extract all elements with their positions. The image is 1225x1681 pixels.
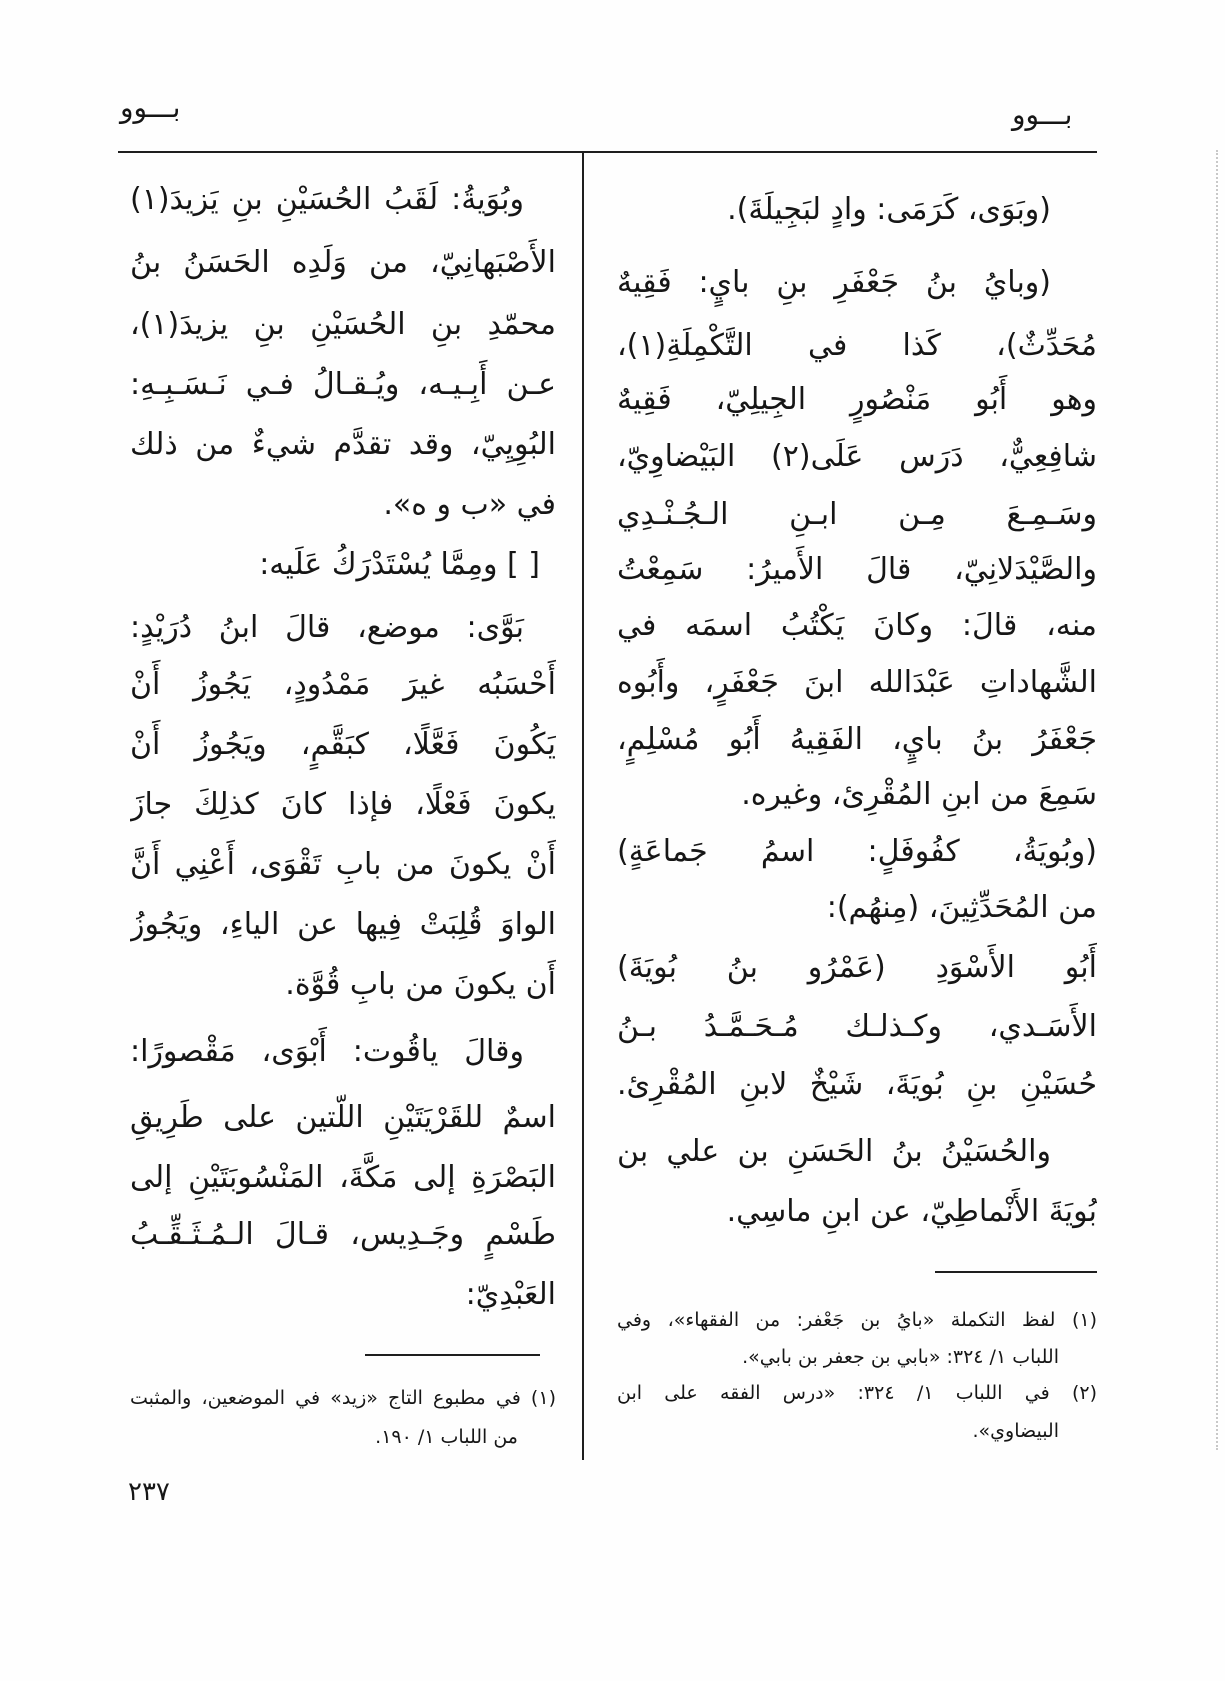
footnote-line: من اللباب ١/ ١٩٠. [375, 1426, 518, 1448]
footnote-line: البيضاوي». [972, 1420, 1059, 1442]
text-line: طَسْمٍ وجَـدِيس، قـالَ الـمُـثَـقِّـبُ [130, 1217, 556, 1252]
text-line: يكونَ فَعْلًا، فإذا كانَ كذلِكَ جازَ [130, 787, 556, 822]
section-heading: [ ] ومِمَّا يُسْتَدْرَكُ عَلَيه: [259, 547, 540, 582]
footnote-rule-right [935, 1271, 1097, 1273]
text-line: الشَّهاداتِ عَبْدَالله ابنَ جَعْفَرٍ، وأَبُوه [617, 665, 1097, 700]
text-line: أَبُو الأَسْوَدِ (عَمْرُو بنُ بُويَةَ) [617, 950, 1097, 985]
text-line: اسمٌ للقَرْيَتَيْنِ اللّتين على طَرِيقِ [130, 1100, 556, 1135]
text-line: أَحْسَبُه غيرَ مَمْدُودٍ، يَجُوزُ أَنْ [130, 667, 556, 702]
text-line: سَمِعَ من ابنِ المُقْرِئ، وغيره. [741, 777, 1097, 812]
right-column [617, 0, 1097, 1681]
text-line: العَبْدِيّ: [465, 1277, 556, 1312]
text-line: شافِعِيٌّ، دَرَس عَلَى(٢) البَيْضاوِيّ، [617, 439, 1097, 474]
footnote-line: (١) في مطبوع التاج «زيد» في الموضعين، والمثبت [130, 1387, 556, 1409]
text-line: وقالَ ياقُوت: أَبْوَى، مَقْصورًا: [130, 1034, 524, 1069]
footnote-rule-left [365, 1354, 540, 1356]
text-line: حُسَيْنِ بنِ بُويَةَ، شَيْخٌ لابنِ المُقْرِئ. [617, 1067, 1097, 1102]
text-line: أَنْ يكونَ من بابِ تَقْوَى، أَعْنِي أَنَّ [130, 847, 556, 882]
text-line: أَن يكونَ من بابِ قُوَّة. [285, 967, 556, 1002]
text-line: وسَـمِـعَ مِـن ابـنِ الـجُـنْـدِي [617, 497, 1097, 532]
text-line: وهو أَبُو مَنْصُورٍ الجِيلِيّ، فَقِيهٌ [617, 382, 1097, 417]
text-line: بَوَّى: موضع، قالَ ابنُ دُرَيْدٍ: [130, 610, 524, 645]
text-line: (وبَوَى، كَرَمَى: وادٍ لبَجِيلَةَ). [727, 192, 1051, 227]
text-line: الواوَ قُلِبَتْ فِيها عن الياءِ، ويَجُوزُ [130, 907, 556, 942]
text-line: جَعْفَرُ بنُ بايٍ، الفَقِيهُ أَبُو مُسْلِمٍ، [617, 722, 1097, 757]
text-line: (وبُويَةُ، كفُوفَلٍ: اسمُ جَماعَةٍ) [617, 834, 1097, 869]
scan-edge-artifact [1216, 150, 1218, 1450]
footnote-line: (١) لفظ التكملة «بايُ بن جَعْفر: من الفقهاء»، وفي [617, 1309, 1097, 1331]
text-line: والصَّيْدَلانِيّ، قالَ الأَميرُ: سَمِعْتُ [617, 552, 1097, 587]
text-line: من المُحَدِّثِينَ، (مِنهُم): [826, 890, 1097, 925]
page-number: ٢٣٧ [128, 1477, 170, 1507]
left-column [130, 0, 556, 1681]
text-line: الأَصْبَهانِيّ، من وَلَدِه الحَسَنُ بنُ [130, 245, 556, 280]
text-line: الأَسَـدي، وكـذلـك مُـحَـمَّـدُ بـنُ [617, 1009, 1097, 1044]
text-line: مُحَدِّثٌ)، كَذا في التَّكْمِلَةِ(١)، [617, 328, 1097, 363]
text-line: عـن أَبِـيـه، ويُـقـالُ فـي نَـسَـبِـهِ: [130, 367, 556, 402]
footnote-line: اللباب ١/ ٣٢٤: «بابي بن جعفر بن بابي». [742, 1346, 1059, 1368]
text-line: بُويَةَ الأَنْماطِيّ، عن ابنِ ماسِي. [726, 1194, 1097, 1229]
text-line: يَكُونَ فَعَّلًا، كبَقَّمٍ، ويَجُوزُ أَنْ [130, 727, 556, 762]
running-head-left: بـــوو [120, 91, 181, 124]
text-line: منه، قالَ: وكانَ يَكْتُبُ اسمَه في [617, 608, 1097, 643]
text-line: البَصْرَةِ إلى مَكَّةَ، المَنْسُوبَتَيْنِ إلى [130, 1160, 556, 1195]
footnote-line: (٢) في اللباب ١/ ٣٢٤: «درس الفقه على ابن [617, 1382, 1097, 1404]
text-line: وبُوَيةُ: لَقَبُ الحُسَيْنِ بنِ يَزيدَ(١) [130, 182, 524, 217]
text-line: في «ب و ه». [383, 487, 556, 522]
text-line: والحُسَيْنُ بنُ الحَسَنِ بن علي بن [617, 1134, 1051, 1169]
text-line: البُوِيِيّ، وقد تقدَّم شيءٌ من ذلك [130, 427, 556, 462]
text-line: (وبايُ بنُ جَعْفَرِ بنِ بايٍ: فَقِيهٌ [617, 265, 1051, 300]
column-divider [582, 152, 584, 1460]
running-head-right: بـــوو [1012, 98, 1073, 131]
text-line: محمّدِ بنِ الحُسَيْنِ بنِ يزيدَ(١)، [130, 307, 556, 342]
